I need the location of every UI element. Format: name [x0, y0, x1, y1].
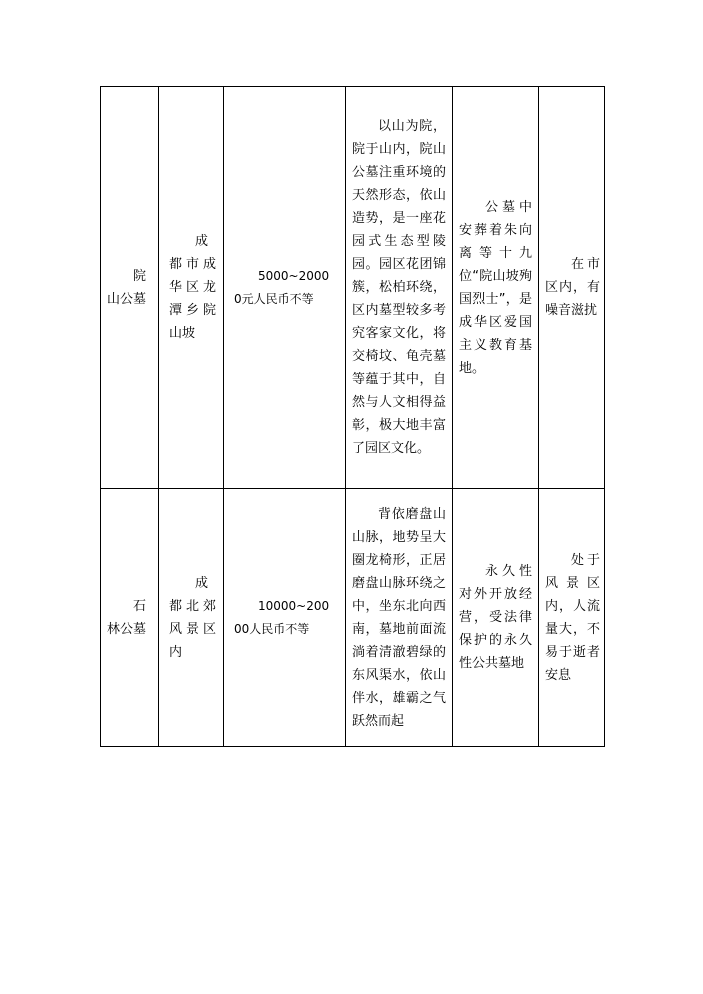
cemetery-features: 以山为院，院于山内，院山公墓注重环境的天然形态，依山造势，是一座花园式生态型陵园。园区花团锦簇，松柏环绕，区内墓型较多考究客家文化，将交椅坟、龟壳墓等蕴于其中，自然与人文相得益彰，极大地丰富了园区文化。 [352, 119, 446, 456]
cemetery-price: 5000~20000元人民币不等 [234, 268, 330, 306]
features-cell [346, 489, 453, 747]
environment-cell [539, 87, 605, 489]
cemetery-features: 背依磨盘山山脉，地势呈大圈龙椅形，正居磨盘山脉环绕之中，坐东北向西南，墓地前面流淌着清澈碧绿的东风渠水，依山伴水，雄霸之气跃然而起 [352, 506, 446, 729]
note-cell [453, 489, 539, 747]
table-row [101, 489, 605, 747]
location-cell [159, 87, 224, 489]
features-cell [346, 87, 453, 489]
price-cell [224, 87, 346, 489]
location-cell [159, 489, 224, 747]
cemetery-note: 永久性对外开放经营，受法律保护的永久性公共墓地 [459, 564, 532, 671]
cemetery-name-cell [101, 489, 159, 747]
cemetery-environment: 在市区内，有噪音滋扰 [545, 257, 600, 318]
cemetery-environment: 处于风景区内，人流量大，不易于逝者安息 [545, 552, 600, 683]
table-row [101, 87, 605, 489]
cemetery-price: 10000~20000人民币不等 [234, 598, 330, 636]
cemetery-name: 院山公墓 [107, 268, 147, 307]
cemetery-note: 公墓中安葬着朱向离等十九位“院山坡殉国烈士”，是成华区爱国主义教育基地。 [459, 199, 532, 376]
cemetery-location: 成都市成华区龙潭乡院山坡 [169, 234, 216, 341]
cemetery-name-cell [101, 87, 159, 489]
environment-cell [539, 489, 605, 747]
cemetery-comparison-table [100, 86, 605, 747]
cemetery-name: 石林公墓 [107, 598, 147, 637]
note-cell [453, 87, 539, 489]
price-cell [224, 489, 346, 747]
cemetery-location: 成都北郊风景区内 [169, 575, 216, 660]
